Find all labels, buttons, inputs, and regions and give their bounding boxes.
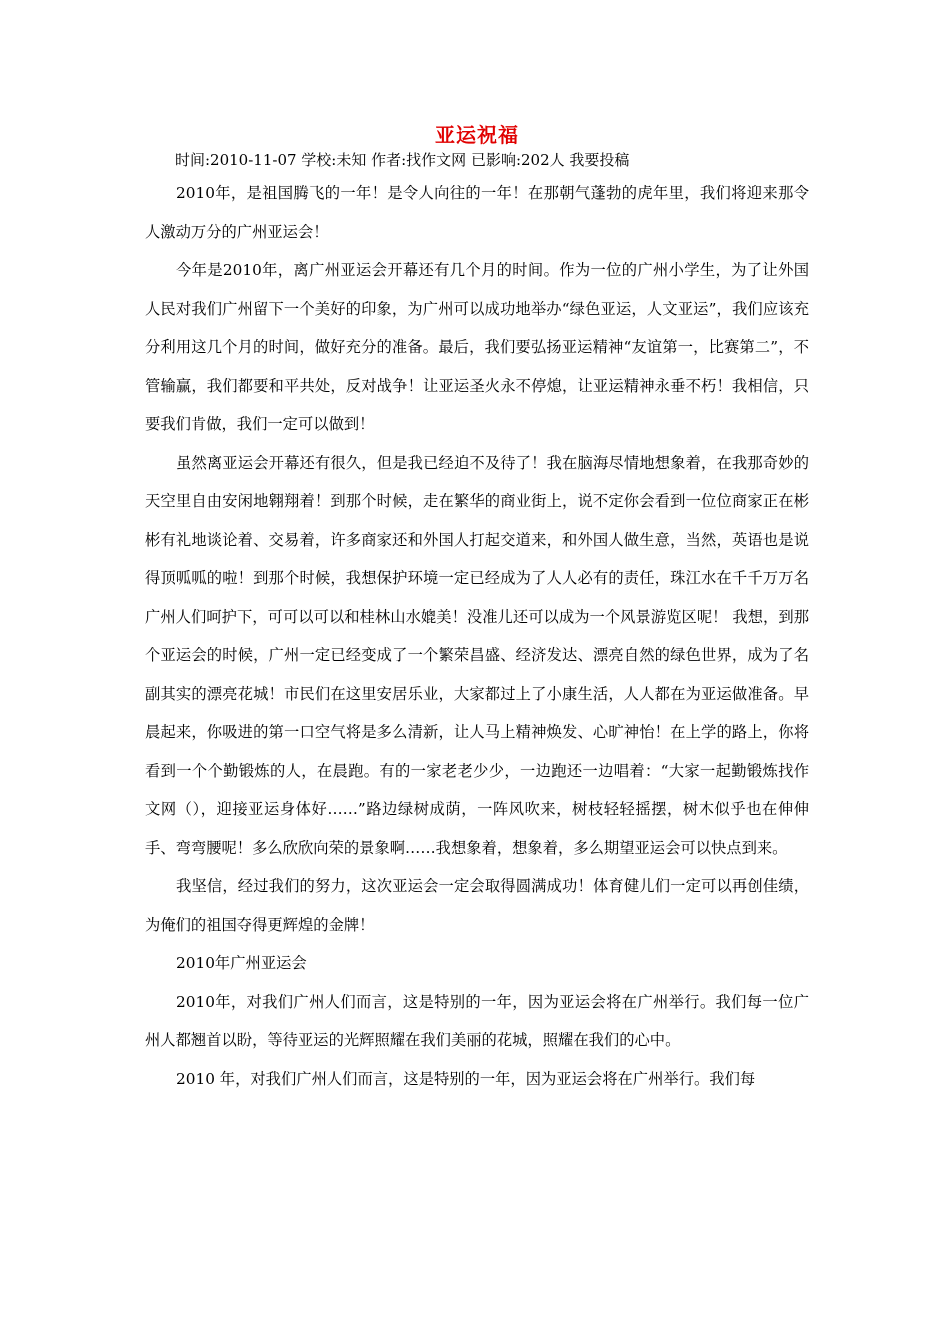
article-title: 亚运祝福 <box>435 123 519 147</box>
paragraph: 2010年，对我们广州人们而言，这是特别的一年，因为亚运会将在广州举行。我们每一位广州人都翘首以盼，等待亚运的光辉照耀在我们美丽的花城，照耀在我们的心中。 <box>145 992 809 1049</box>
paragraph: 我坚信，经过我们的努力，这次亚运会一定会取得圆满成功！体育健儿们一定可以再创佳绩，为俺们的祖国夺得更辉煌的金牌！ <box>145 877 809 934</box>
article-body <box>145 118 809 1098</box>
article-meta: 时间:2010-11-07 学校:未知 作者:找作文网 已影响:202人 我要投稿 <box>175 151 630 169</box>
paragraph: 2010 年，对我们广州人们而言，这是特别的一年，因为亚运会将在广州举行。我们每 <box>176 1069 756 1088</box>
paragraph: 2010年，是祖国腾飞的一年！是令人向往的一年！在那朝气蓬勃的虎年里，我们将迎来那令人激动万分的广州亚运会！ <box>145 184 809 241</box>
section-heading: 2010年广州亚运会 <box>176 954 307 972</box>
paragraph: 虽然离亚运会开幕还有很久，但是我已经迫不及待了！我在脑海尽情地想象着，在我那奇妙的天空里自由安闲地翱翔着！到那个时候，走在繁华的商业街上，说不定你会看到一位位商家正在彬彬有礼地谈论着、交易着，许多商家还和外国人打起交道来，和外国人做生意，当然，英语也是说得顶呱呱的啦！到那个时候，我想保护环境一定已经成为了人人必有的责任，珠江水在千千万万名广州人们呵护下，可可以可以和桂林山水媲美！没准儿还可以成为一个风景游览区呢！ 我想，到那个亚运会的时候，广州一定已经变成了一个繁荣昌盛、经济发达、漂亮自然的绿色世界，成为了名副其实的漂亮花城！市民们在这里安居乐业，大家都过上了小康生活，人人都在为亚运做准备。早晨起来，你吸进的第一口空气将是多么清新，让人马上精神焕发、心旷神怡！在上学的路上，你将看到一个个勤锻炼的人，在晨跑。有的一家老老少少，一边跑还一边唱着：“大家一起勤锻炼找作文网（），迎接亚运身体好……”路边绿树成荫，一阵风吹来，树枝轻轻摇摆，树木似乎也在伸伸手、弯弯腰呢！多么欣欣向荣的景象啊……我想象着，想象着，多么期望亚运会可以快点到来。 <box>145 453 809 857</box>
paragraph: 今年是2010年，离广州亚运会开幕还有几个月的时间。作为一位的广州小学生，为了让外国人民对我们广州留下一个美好的印象，为广州可以成功地举办“绿色亚运，人文亚运”，我们应该充分利用这几个月的时间，做好充分的准备。最后，我们要弘扬亚运精神“友谊第一，比赛第二”，不管输赢，我们都要和平共处，反对战争！让亚运圣火永不停熄，让亚运精神永垂不朽！我相信，只要我们肯做，我们一定可以做到！ <box>145 261 809 433</box>
